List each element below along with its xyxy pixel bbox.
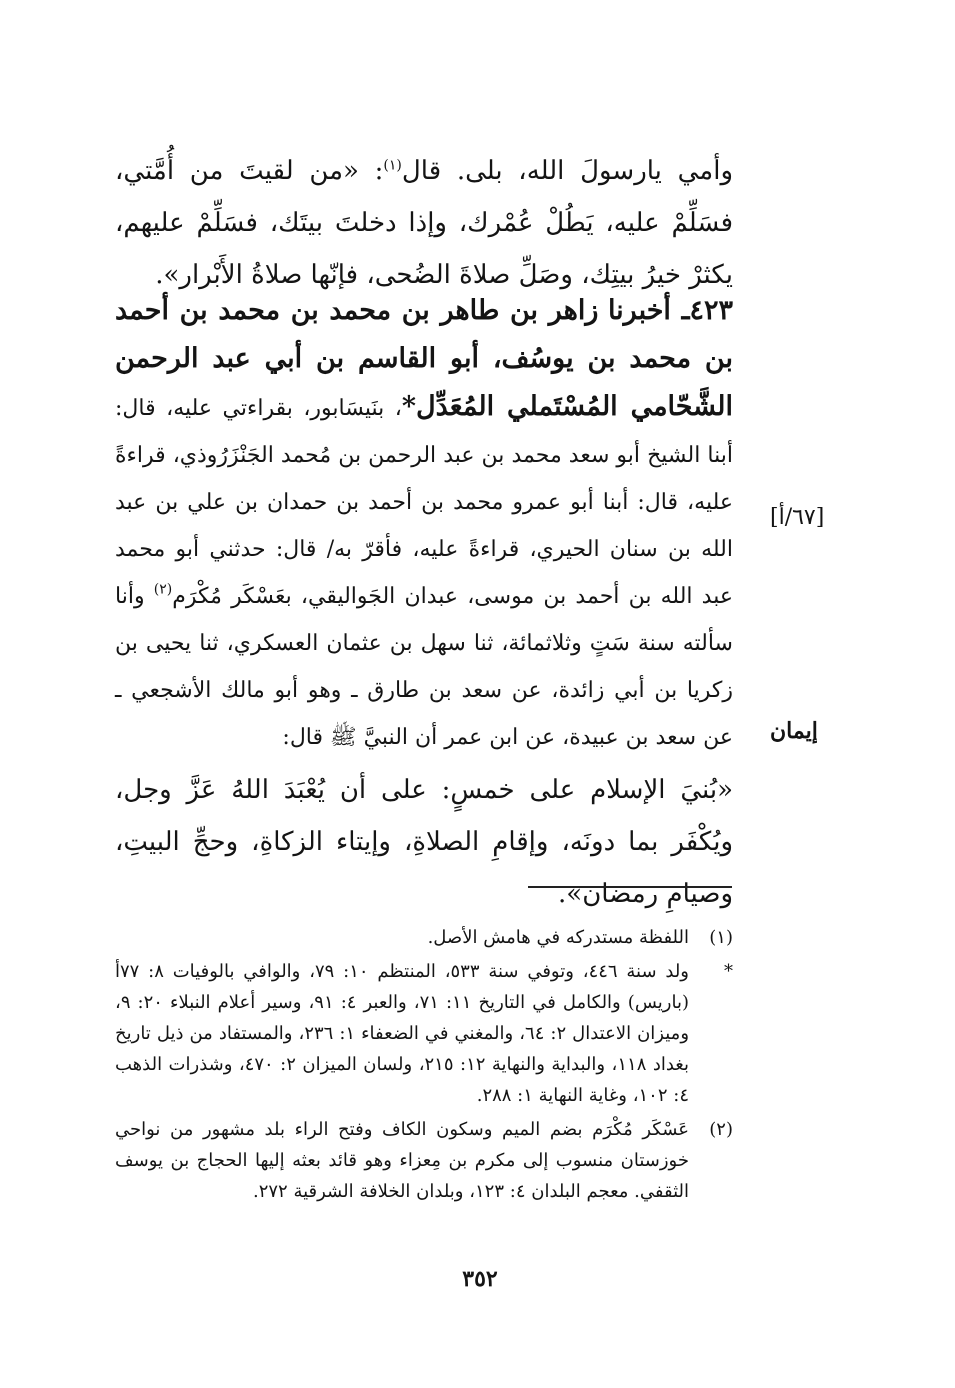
intro-text-before-ref: وأمي يارسولَ الله، بلى. قال — [401, 156, 733, 186]
footnote-mark: * — [724, 961, 733, 982]
footnote-text: اللفظة مستدركه في هامش الأصل. — [427, 927, 689, 948]
narration-chain-before-ref: ، بنَيسَابور، بقراءتي عليه، قال: أبنا الشيخ أبو سعد محمد بن عبد الرحمن بن مُحمد الجَنْزَرُوذي، قراءةً عليه، قال: أبنا أبو عمرو محمد بن أحمد بن حمدان بن علي بن عبد الله بن سنان الحيري، قراءةً عليه، فأقرّ به/ قال: حدثني أبو محمد عبد الله بن أحمد بن موسى، عبدان الجَواليقي، بعَسْكَر مُكْرَم — [115, 396, 733, 609]
margin-topic-label: إيمان — [770, 718, 818, 744]
footnote-ref-1: (١) — [383, 157, 402, 174]
footnote-item — [115, 922, 733, 953]
footnote-ref-2: (٢) — [153, 581, 173, 598]
footnote-text: ولد سنة ٤٤٦، وتوفي سنة ٥٣٣، المنتظم ١٠: ٧٩، والوافي بالوفيات ٨: ٧٧أ (باريس) والكامل في التاريخ ١١: ٧١، والعبر ٤: ٩١، وسير أعلام النبلاء ٢٠: ٩، وميزان الاعتدال ٢: ٦٤، والمغني في الضعفاء ١: ٢٣٦، والمستفاد من ذيل تاريخ بغداد ١١٨، والبداية والنهاية ١٢: ٢١٥، ولسان الميزان ٢: ٤٧٠، وشذرات الذهب ٤: ١٠٢، وغاية النهاية ١: ٢٨٨. — [115, 961, 690, 1106]
footnote-mark: (٢) — [709, 1119, 733, 1140]
hadith-matn: «بُنيَ الإسلام على خمسٍ: على أن يُعْبَدَ اللهُ عَزَّ وجل، ويُكْفَر بما دونَه، وإقامِ الصلاةِ، وإيتاء الزكاةِ، وحجِّ البيتِ، وصيامِ رمضان». — [115, 775, 733, 909]
footnotes — [115, 922, 733, 1210]
page-number: ٣٥٢ — [462, 1266, 498, 1292]
narration-chain-after-ref: وأنا سألته سنة سَتٍ وثلاثمائة، ثنا سهل بن عثمان العسكري، ثنا يحيى بن زكريا بن أبي زائدة، عن سعد بن طارق ـ وهو أبو مالك الأشجعي ـ عن سعد بن عبيدة، عن ابن عمر أن النبيَّ ﷺ قال: — [115, 584, 733, 750]
footnote-item — [115, 1114, 733, 1207]
hadith-number-lead: ٤٢٣ـ أخبرنا — [607, 295, 734, 326]
isnad-bold-name: زاهر بن طاهر بن محمد بن محمد بن أحمد بن محمد بن يوسُف، أبو القاسم بن أبي عبد الرحمن الشَّحّامي المُسْتَملي المُعَدِّل — [115, 295, 734, 422]
footnote-separator-rule — [528, 886, 732, 888]
footnote-item — [115, 956, 733, 1111]
hadith-423 — [115, 287, 733, 920]
footnote-text: عَسْكَر مُكْرَم بضم الميم وسكون الكاف وفتح الراء بلد مشهور من نواحي خوزستان منسوب إلى مكرم بن مِعزاء وهو قائد بعثه إليها الحجاج بن يوسف الثقفي. معجم البلدان ٤: ١٢٣، وبلدان الخلافة الشرقية ٢٧٢. — [115, 1119, 689, 1202]
intro-text-after-ref: : «من لقيتَ من أُمَّتي، فسَلِّمْ عليه، يَطُلْ عُمْرك، وإذا دخلتَ بيتَك، فسَلِّمْ عليهم، يكثرْ خيرُ بيتِك، وصَلِّ صلاةَ الضُحى، فإنّها صلاةُ الأَبْرار». — [115, 156, 733, 290]
footnote-mark: (١) — [709, 927, 733, 948]
margin-folio-marker: [٦٧/أ] — [770, 505, 825, 530]
biography-star-ref: * — [401, 391, 416, 422]
intro-paragraph — [115, 145, 733, 301]
